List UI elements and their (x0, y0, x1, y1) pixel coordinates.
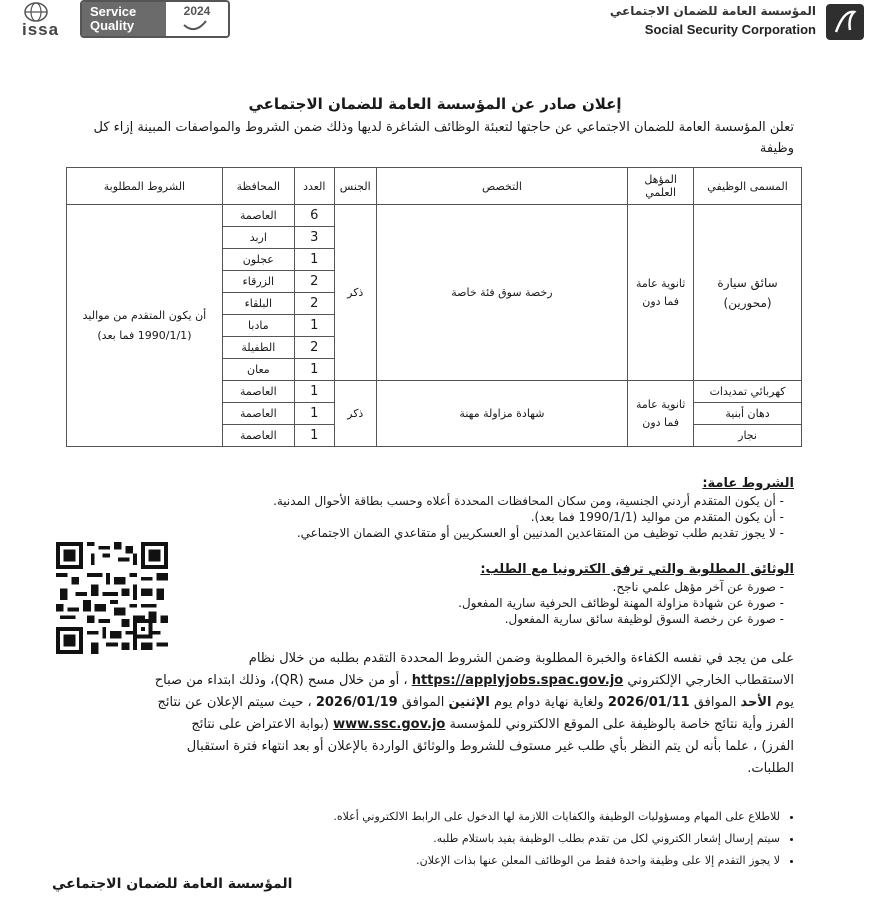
governorate-cell: اربد (222, 227, 294, 249)
apply-line-4 (74, 714, 794, 736)
ssc-emblem-icon (826, 4, 864, 40)
announcement-intro: تعلن المؤسسة العامة للضمان الاجتماعي عن حاجتها لتعبئة الوظائف الشاغرة لديها وذلك ضمن الشروط والمواصفات المبينة إزاء كل وظيفة (93, 120, 794, 156)
header-qualification: المؤهل العلمي (628, 168, 694, 205)
required-document-item: - صورة عن آخر مؤهل علمي ناجح. (234, 579, 784, 595)
governorate-cell: عجلون (222, 249, 294, 271)
apply-line-5: الفرز) ، علما بأنه لن يتم النظر بأي طلب غير مستوف للشروط والوثائق الواردة بالإعلان أو بعد انتهاء فترة استقبال (186, 739, 794, 754)
apply-line-2 (74, 670, 794, 692)
apply-line-3b: الموافق (693, 695, 737, 710)
apply-line-4a: الفرز وأية نتائج خاصة بالوظيفة على الموقع الالكتروني للمؤسسة (449, 717, 794, 732)
table-row (67, 205, 802, 227)
count-cell: 2 (294, 271, 334, 293)
count-cell: 6 (294, 205, 334, 227)
header-count: العدد (294, 168, 334, 205)
issa-label: issa (22, 20, 60, 39)
job-title-cell: كهربائي تمديدات (694, 381, 802, 403)
service-quality-line2: Quality (90, 18, 135, 33)
header-conditions: الشروط المطلوبة (67, 168, 223, 205)
announcement-title: إعلان صادر عن المؤسسة العامة للضمان الاجتماعي (248, 95, 622, 113)
general-condition-item: - أن يكون المتقدم أردني الجنسية، ومن سكان المحافظات المحددة أعلاه وحسب بطاقة الأحوال المدنية. (94, 493, 784, 509)
table-header-row (67, 168, 802, 205)
note-item: • سيتم إرسال إشعار الكتروني لكل من تقدم بطلب الوظيفة يفيد باستلام طلبه. (174, 828, 780, 850)
governorate-cell: مادبا (222, 315, 294, 337)
gender-cell: ذكر (334, 381, 376, 447)
general-condition-item: - أن يكون المتقدم من مواليد (1990/1/1 فما بعد). (94, 509, 784, 525)
job-title-cell: سائق سيارة (محورين) (694, 205, 802, 381)
apply-line-3 (74, 692, 794, 714)
service-quality-year: 2024 (166, 2, 228, 36)
notes-list (174, 806, 794, 872)
apply-paragraph (74, 648, 794, 780)
required-document-item: - صورة عن شهادة مزاولة المهنة لوظائف الحرفية سارية المفعول. (234, 595, 784, 611)
ssc-website-link[interactable]: www.ssc.gov.jo (333, 717, 446, 732)
general-conditions (94, 476, 794, 541)
required-documents-heading: الوثائق المطلوبة والتي ترفق الكترونيا مع الطلب: (480, 562, 794, 577)
apply-line-3c: ولغاية نهاية دوام يوم (493, 695, 604, 710)
general-conditions-heading: الشروط عامة: (702, 476, 794, 491)
required-documents (234, 562, 794, 627)
org-name-ar: المؤسسة العامة للضمان الاجتماعي (609, 4, 816, 18)
header-specialty: التخصص (376, 168, 627, 205)
job-title-cell: دهان أبنية (694, 403, 802, 425)
governorate-cell: الطفيلة (222, 337, 294, 359)
general-condition-item: - لا يجوز تقديم طلب توظيف من المتقاعدين المدنيين أو العسكريين أو متقاعدي الضمان الاجتماعي. (94, 525, 784, 541)
apply-line-2a: الاستقطاب الخارجي الإلكتروني (627, 673, 794, 688)
governorate-cell: العاصمة (222, 205, 294, 227)
header-governorate: المحافظة (222, 168, 294, 205)
apply-line-1: على من يجد في نفسه الكفاءة والخبرة المطلوبة وضمن الشروط المحددة التقدم بطلبه من خلال نظام (248, 651, 794, 666)
signature-org-name: المؤسسة العامة للضمان الاجتماعي (52, 876, 293, 892)
apply-day-1: الأحد (740, 695, 772, 710)
apply-line-6: الطلبات. (747, 761, 794, 776)
count-cell: 3 (294, 227, 334, 249)
apply-line-3d: الموافق (401, 695, 445, 710)
count-cell: 1 (294, 359, 334, 381)
qualification-cell: ثانوية عامة فما دون (628, 205, 694, 381)
count-cell: 1 (294, 315, 334, 337)
governorate-cell: معان (222, 359, 294, 381)
count-cell: 1 (294, 249, 334, 271)
apply-line-2b: ، أو من خلال مسح (QR)، وذلك ابتداء من صباح (154, 673, 408, 688)
conditions-cell: أن يكون المتقدم من مواليد (1990/1/1 فما بعد) (67, 205, 223, 447)
org-name-en: Social Security Corporation (644, 22, 816, 37)
count-cell: 2 (294, 293, 334, 315)
count-cell: 2 (294, 337, 334, 359)
note-item: • للاطلاع على المهام ومسؤوليات الوظيفة والكفايات اللازمة لها الدخول على الرابط الالكتروني أعلاه. (174, 806, 780, 828)
apply-line-3a: يوم (775, 695, 794, 710)
specialty-cell: شهادة مزاولة مهنة (376, 381, 627, 447)
header-job-title: المسمى الوظيفي (694, 168, 802, 205)
qr-code-icon[interactable] (56, 542, 168, 654)
governorate-cell: العاصمة (222, 425, 294, 447)
apply-link[interactable]: https://applyjobs.spac.gov.jo (411, 673, 624, 688)
apply-date-1: 2026/01/11 (607, 695, 690, 710)
service-quality-text (82, 2, 166, 36)
count-cell: 1 (294, 381, 334, 403)
governorate-cell: العاصمة (222, 403, 294, 425)
governorate-cell: الزرقاء (222, 271, 294, 293)
job-title-cell: نجار (694, 425, 802, 447)
gender-cell: ذكر (334, 205, 376, 381)
governorate-cell: البلقاء (222, 293, 294, 315)
service-quality-badge (80, 0, 230, 38)
service-quality-line1: Service (90, 4, 137, 19)
issa-logo (10, 2, 66, 38)
qualification-cell: ثانوية عامة فما دون (628, 381, 694, 447)
checkmark-icon (182, 19, 208, 33)
jobs-table (66, 167, 802, 447)
apply-line-3e: ، حيث سيتم الإعلان عن نتائج (157, 695, 312, 710)
globe-icon (24, 2, 48, 22)
apply-date-2: 2026/01/19 (315, 695, 398, 710)
apply-day-2: الإثنين (448, 695, 490, 710)
governorate-cell: العاصمة (222, 381, 294, 403)
required-document-item: - صورة عن رخصة السوق لوظيفة سائق سارية المفعول. (234, 611, 784, 627)
count-cell: 1 (294, 403, 334, 425)
header-gender: الجنس (334, 168, 376, 205)
note-item: • لا يجوز التقدم إلا على وظيفة واحدة فقط من الوظائف المعلن عنها بذات الإعلان. (174, 850, 780, 872)
specialty-cell: رخصة سوق فئة خاصة (376, 205, 627, 381)
count-cell: 1 (294, 425, 334, 447)
apply-line-4b: (بوابة الاعتراض على نتائج (191, 717, 329, 732)
